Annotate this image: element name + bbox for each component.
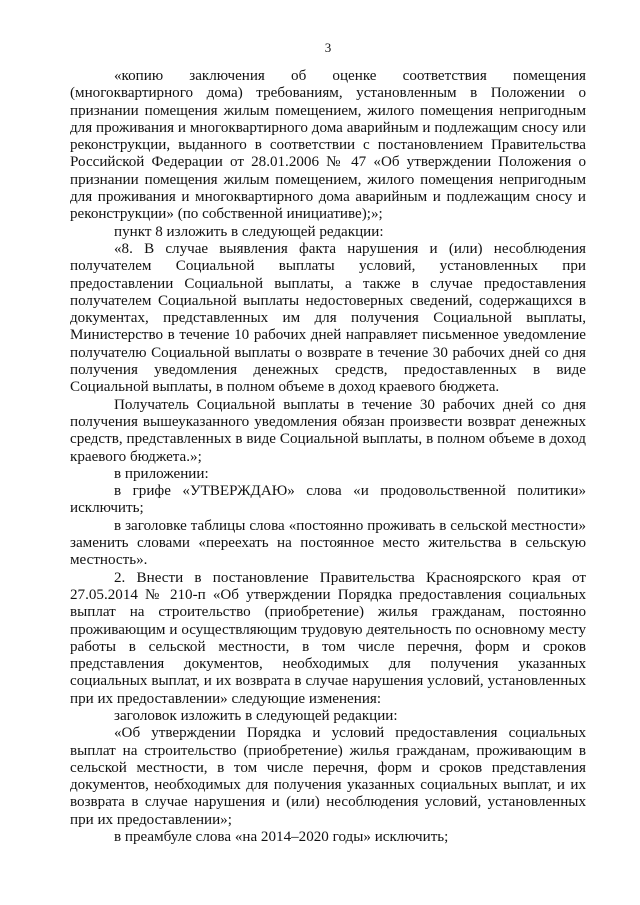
paragraph: в заголовке таблицы слова «постоянно проживать в сельской местности» заменить словами «переехать на постоянное место жительства в сельскую местность». (70, 517, 586, 569)
paragraph: 2. Внести в постановление Правительства Красноярского края от 27.05.2014 № 210-п «Об утверждении Порядка предоставления социальных выплат на строительство (приобретение) жилья гражданам, постоянно проживающим и осуществляющим трудовую деятельность по основному месту работы в сельской местности, в том числе перечня, форм и сроков представления документов, необходимых для получения указанных социальных выплат, и их возврата в случае нарушения условий, установленных при их предоставлении» следующие изменения: (70, 569, 586, 707)
paragraph: в приложении: (114, 465, 209, 482)
paragraph: в грифе «УТВЕРЖДАЮ» слова «и продовольственной политики» исключить; (70, 483, 586, 517)
paragraph: Получатель Социальной выплаты в течение 30 рабочих дней со дня получения вышеуказанного уведомления обязан произвести возврат денежных средств, представленных в виде Социальной выплаты, в полном объеме в доход краевого бюджета.»; (70, 396, 586, 465)
document-body (70, 68, 586, 846)
paragraph: «копию заключения об оценке соответствия помещения (многоквартирного дома) требованиям, установленным в Положении о признании помещения жилым помещением, жилого помещения непригодным для проживания и многоквартирного дома аварийным и подлежащим сносу или реконструкции, выданного в соответствии с постановлением Правительства Российской Федерации от 28.01.2006 № 47 «Об утверждении Положения о признании помещения жилым помещением, жилого помещения непригодным для проживания и многоквартирного дома аварийным и подлежащим сносу и реконструкции» (по собственной инициативе);»; (70, 68, 586, 223)
page-number: 3 (324, 40, 332, 55)
paragraph: в преамбуле слова «на 2014–2020 годы» исключить; (114, 829, 449, 846)
paragraph: заголовок изложить в следующей редакции: (114, 707, 398, 724)
paragraph: «8. В случае выявления факта нарушения и (или) несоблюдения получателем Социальной выплаты условий, установленных при предоставлении Социальной выплаты, а также в случае предоставления получателем Социальной выплаты недостоверных сведений, содержащихся в документах, представленных им для получения Социальной выплаты, Министерство в течение 10 рабочих дней направляет письменное уведомление получателю Социальной выплаты о возврате в течение 30 рабочих дней со дня получения уведомления денежных средств, предоставленных в виде Социальной выплаты, в полном объеме в доход краевого бюджета. (70, 240, 586, 396)
paragraph: «Об утверждении Порядка и условий предоставления социальных выплат на строительство (приобретение) жилья гражданам, проживающим в сельской местности, в том числе перечня, форм и сроков представления документов, необходимых для получения указанных социальных выплат, и их возврата в случае нарушения и (или) несоблюдения условий, установленных при их предоставлении»; (70, 725, 586, 828)
paragraph: пункт 8 изложить в следующей редакции: (114, 223, 384, 240)
